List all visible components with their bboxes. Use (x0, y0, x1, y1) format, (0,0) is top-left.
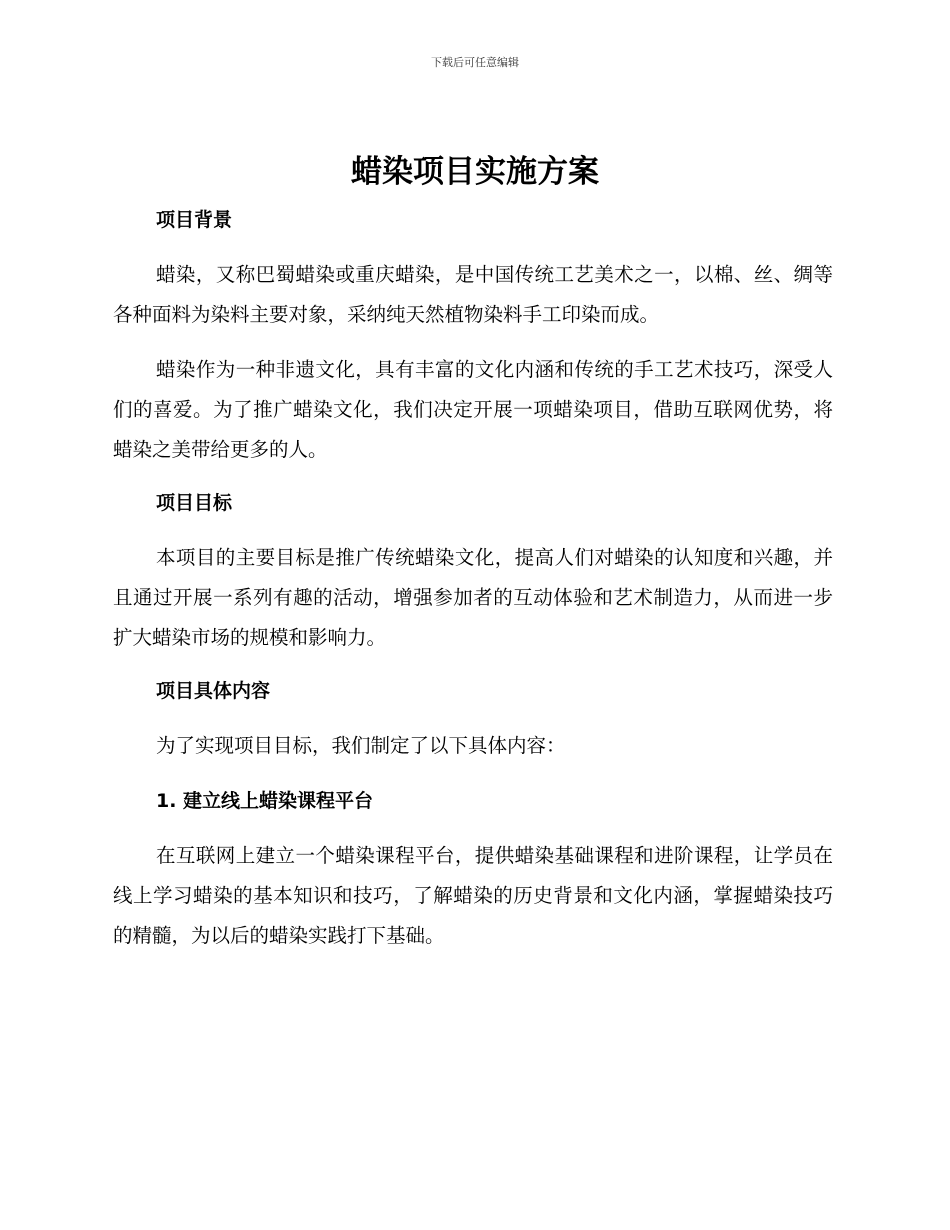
goal-paragraph: 本项目的主要目标是推广传统蜡染文化，提高人们对蜡染的认知度和兴趣，并且通过开展一系列有趣的活动，增强参加者的互动体验和艺术制造力，从而进一步扩大蜡染市场的规模和影响力。 (113, 546, 833, 649)
document-body (113, 200, 833, 956)
section-heading-content: 项目具体内容 (156, 680, 271, 702)
document-title: 蜡染项目实施方案 (351, 154, 599, 190)
section-heading-goal: 项目目标 (156, 492, 233, 514)
background-paragraph-1: 蜡染，又称巴蜀蜡染或重庆蜡染，是中国传统工艺美术之一，以棉、丝、绸等各种面料为染料主要对象，采纳纯天然植物染料手工印染而成。 (113, 263, 833, 326)
content-item-heading-1: 1. 建立线上蜡染课程平台 (156, 790, 374, 812)
section-heading-background: 项目背景 (156, 209, 233, 231)
content-item-paragraph-1: 在互联网上建立一个蜡染课程平台，提供蜡染基础课程和进阶课程，让学员在线上学习蜡染的基本知识和技巧，了解蜡染的历史背景和文化内涵，掌握蜡染技巧的精髓，为以后的蜡染实践打下基础。 (113, 844, 833, 947)
header-note: 下载后可任意编辑 (431, 56, 519, 69)
background-paragraph-2: 蜡染作为一种非遗文化，具有丰富的文化内涵和传统的手工艺术技巧，深受人们的喜爱。为了推广蜡染文化，我们决定开展一项蜡染项目，借助互联网优势，将蜡染之美带给更多的人。 (113, 358, 833, 461)
content-intro-paragraph: 为了实现项目目标，我们制定了以下具体内容： (156, 734, 566, 757)
